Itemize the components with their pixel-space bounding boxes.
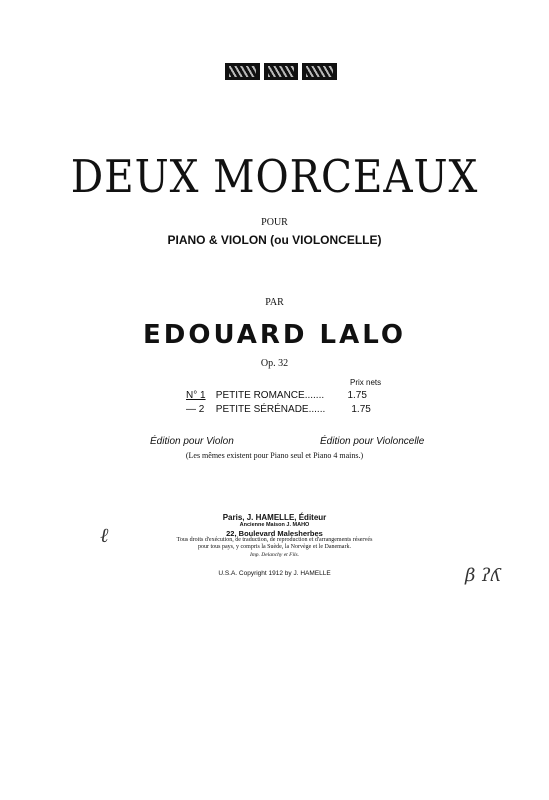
ornament-block: [225, 63, 260, 80]
opus-number: Op. 32: [260, 358, 289, 369]
edition-violoncelle: Édition pour Violoncelle: [320, 436, 425, 447]
edition-note: (Les mêmes existent pour Piano seul et Piano 4 mains.): [185, 451, 364, 460]
instrumentation: PIANO & VIOLON (ou VIOLONCELLE): [167, 233, 382, 247]
piece-price: 1.75: [347, 390, 367, 401]
publisher-former: Ancienne Maison J. MAHO: [239, 522, 310, 528]
rights-notice: [0, 537, 549, 551]
piece-number: — 2: [186, 404, 205, 415]
piece-dots: ......: [308, 404, 326, 415]
piece-dots: .......: [304, 390, 325, 401]
rights-line: pour tous pays, y compris la Suède, la Norvège et le Danemark.: [198, 544, 351, 550]
par-label: PAR: [265, 297, 284, 308]
prix-label: Prix nets: [350, 378, 382, 387]
imprint: Imp. Delanchy et Fils.: [249, 552, 300, 558]
pour-label: POUR: [261, 217, 288, 228]
handwritten-mark-left: ℓ: [100, 523, 109, 547]
title-ornament: [225, 63, 337, 80]
publisher-name: Paris, J. HAMELLE, Éditeur: [222, 513, 327, 522]
ornament-block: [264, 63, 299, 80]
rights-line: Tous droits d'exécution, de traduction, de reproduction et d'arrangements réservés: [176, 537, 373, 543]
composer-name: EDOUARD LALO: [143, 320, 406, 350]
publisher-address: 22, Boulevard Malesherbes: [226, 529, 323, 538]
handwritten-mark-right: β ʔʎ: [465, 565, 501, 586]
piece-row: [186, 390, 367, 401]
piece-title: PETITE ROMANCE: [215, 390, 305, 401]
piece-title: PETITE SÉRÉNADE: [215, 404, 309, 415]
ornament-block: [302, 63, 337, 80]
piece-number: N° 1: [186, 390, 206, 401]
piece-row: [186, 404, 371, 415]
copyright-notice: U.S.A. Copyright 1912 by J. HAMELLE: [218, 570, 331, 577]
page-title: DEUX MORCEAUX: [70, 150, 479, 203]
edition-violon: Édition pour Violon: [150, 436, 234, 447]
piece-price: 1.75: [351, 404, 371, 415]
